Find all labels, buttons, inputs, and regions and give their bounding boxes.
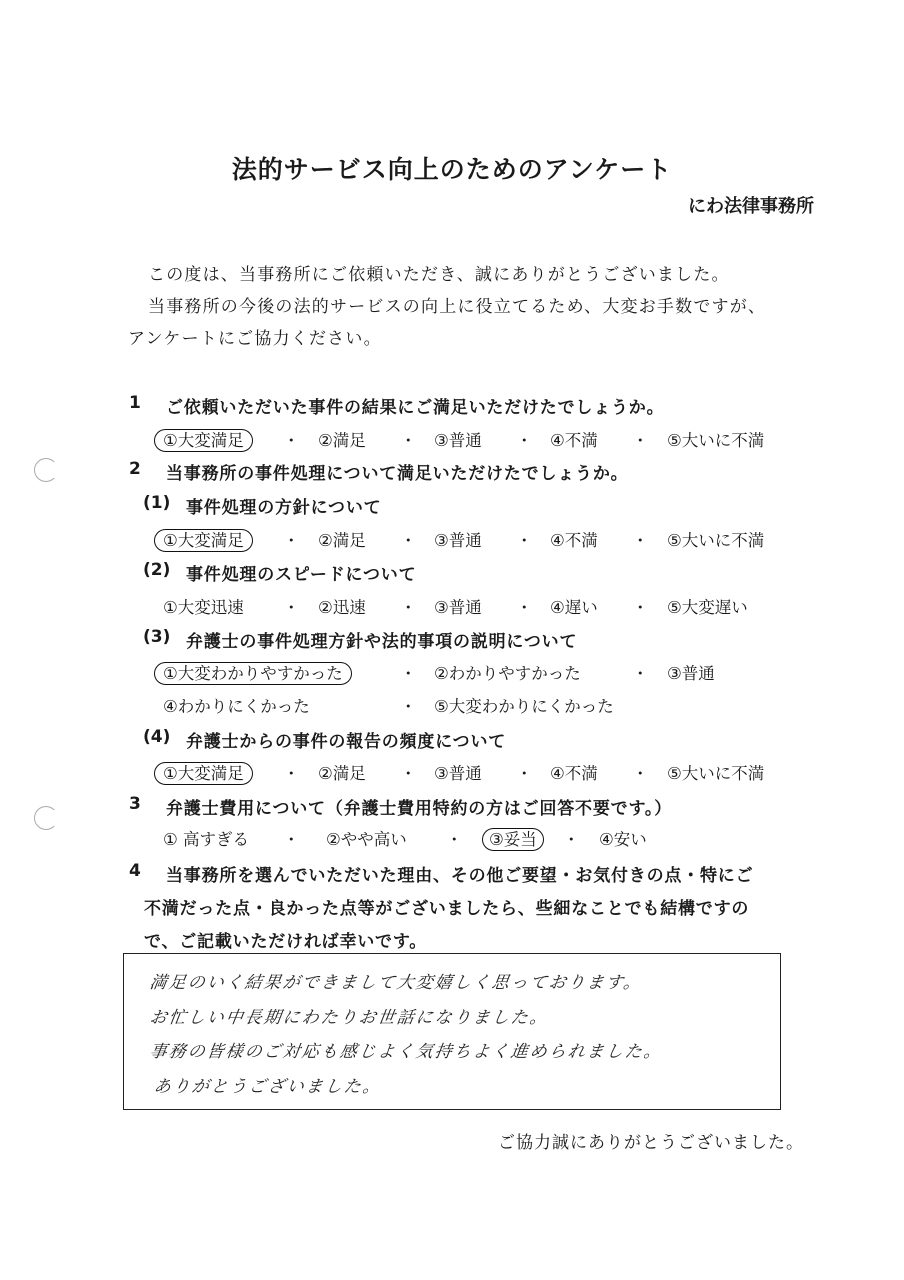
answer-line-1: 満足のいく結果ができまして大変嬉しく思っております。 xyxy=(148,973,644,993)
separator: ・ xyxy=(283,598,300,617)
q2-4-option-3[interactable]: ③普通 xyxy=(434,764,482,783)
question-4-line-2: 不満だった点・良かった点等がございましたら、些細なことでも結構ですの xyxy=(144,899,750,919)
question-4-line-3: で、ご記載いただければ幸いです。 xyxy=(144,932,428,952)
q2-4-option-2[interactable]: ②満足 xyxy=(318,764,366,783)
sub-question-1-number: (1) xyxy=(143,493,171,513)
q1-option-3[interactable]: ③普通 xyxy=(434,431,482,450)
q1-option-5[interactable]: ⑤大いに不満 xyxy=(667,431,765,450)
q2-4-option-1[interactable] xyxy=(163,760,253,784)
question-1-number: 1 xyxy=(129,393,141,413)
separator: ・ xyxy=(632,664,649,683)
question-2-number: 2 xyxy=(129,459,141,479)
question-2-text: 当事務所の事件処理について満足いただけたでしょうか。 xyxy=(166,464,629,484)
separator: ・ xyxy=(516,598,533,617)
q2-3-option-3[interactable]: ③普通 xyxy=(667,664,715,683)
separator: ・ xyxy=(400,598,417,617)
page-title: 法的サービス向上のためのアンケート xyxy=(231,155,673,184)
q2-2-option-4[interactable]: ④遅い xyxy=(550,598,598,617)
q2-3-selected-circle: ①大変わかりやすかった xyxy=(154,662,352,685)
q2-4-option-5[interactable]: ⑤大いに不満 xyxy=(667,764,765,783)
intro-line-3: アンケートにご協力ください。 xyxy=(128,329,382,349)
q2-2-option-3[interactable]: ③普通 xyxy=(434,598,482,617)
q2-1-option-3[interactable]: ③普通 xyxy=(434,531,482,550)
q3-option-1[interactable]: ① 高すぎる xyxy=(163,830,250,849)
q2-3-option-2[interactable]: ②わかりやすかった xyxy=(434,664,581,683)
sub-question-3-text: 弁護士の事件処理方針や法的事項の説明について xyxy=(186,632,578,652)
q2-1-selected-circle: ①大変満足 xyxy=(154,529,253,552)
separator: ・ xyxy=(283,830,300,849)
q2-1-option-4[interactable]: ④不満 xyxy=(550,531,598,550)
q3-option-2[interactable]: ②やや高い xyxy=(326,830,407,849)
firm-name: にわ法律事務所 xyxy=(688,196,814,217)
q1-option-2[interactable]: ②満足 xyxy=(318,431,366,450)
separator: ・ xyxy=(632,598,649,617)
separator: ・ xyxy=(446,830,463,849)
q2-4-option-4[interactable]: ④不満 xyxy=(550,764,598,783)
separator: ・ xyxy=(516,531,533,550)
q2-3-option-4[interactable]: ④わかりにくかった xyxy=(163,697,310,716)
q1-option-1[interactable] xyxy=(163,427,253,451)
separator: ・ xyxy=(400,764,417,783)
separator: ・ xyxy=(400,664,417,683)
q2-2-option-2[interactable]: ②迅速 xyxy=(318,598,366,617)
q2-2-option-5[interactable]: ⑤大変遅い xyxy=(667,598,748,617)
q3-selected-circle: ③妥当 xyxy=(482,828,544,851)
separator: ・ xyxy=(632,531,649,550)
separator: ・ xyxy=(283,764,300,783)
q2-2-option-1[interactable]: ①大変迅速 xyxy=(163,598,244,617)
q1-selected-circle: ①大変満足 xyxy=(154,429,253,452)
question-3-number: 3 xyxy=(129,794,141,814)
separator: ・ xyxy=(563,830,580,849)
answer-line-3: 事務の皆様のご対応も感じよく気持ちよく進められました。 xyxy=(148,1042,665,1062)
separator: ・ xyxy=(632,764,649,783)
q2-1-option-2[interactable]: ②満足 xyxy=(318,531,366,550)
question-4-line-1: 当事務所を選んでいただいた理由、その他ご要望・お気付きの点・特にご xyxy=(166,866,754,886)
q2-1-option-5[interactable]: ⑤大いに不満 xyxy=(667,531,765,550)
intro-line-2: 当事務所の今後の法的サービスの向上に役立てるため、大変お手数ですが、 xyxy=(148,297,767,317)
q2-1-option-1[interactable] xyxy=(163,527,253,551)
sub-question-2-number: (2) xyxy=(143,560,171,580)
q1-option-4[interactable]: ④不満 xyxy=(550,431,598,450)
separator: ・ xyxy=(516,431,533,450)
separator: ・ xyxy=(283,431,300,450)
answer-line-2: お忙しい中長期にわたりお世話になりました。 xyxy=(148,1008,551,1028)
q2-4-selected-circle: ①大変満足 xyxy=(154,762,253,785)
intro-line-1: この度は、当事務所にご依頼いただき、誠にありがとうございました。 xyxy=(148,265,730,285)
separator: ・ xyxy=(400,697,417,716)
q2-3-option-5[interactable]: ⑤大変わかりにくかった xyxy=(434,697,614,716)
closing-thanks: ご協力誠にありがとうございました。 xyxy=(498,1133,804,1153)
separator: ・ xyxy=(516,764,533,783)
sub-question-2-text: 事件処理のスピードについて xyxy=(186,565,417,585)
q3-option-3[interactable] xyxy=(489,826,544,850)
separator: ・ xyxy=(400,431,417,450)
sub-question-4-number: (4) xyxy=(143,727,171,747)
question-1-text: ご依頼いただいた事件の結果にご満足いただけたでしょうか。 xyxy=(166,398,665,418)
sub-question-3-number: (3) xyxy=(143,627,171,647)
separator: ・ xyxy=(283,531,300,550)
answer-line-4: ありがとうございました。 xyxy=(152,1077,384,1097)
q2-3-option-1[interactable] xyxy=(163,660,352,684)
free-answer-box[interactable] xyxy=(123,953,781,1110)
question-4-number: 4 xyxy=(129,861,141,881)
separator: ・ xyxy=(400,531,417,550)
sub-question-4-text: 弁護士からの事件の報告の頻度について xyxy=(186,732,507,752)
sub-question-1-text: 事件処理の方針について xyxy=(186,498,382,518)
question-3-text: 弁護士費用について（弁護士費用特約の方はご回答不要です。） xyxy=(166,799,672,819)
separator: ・ xyxy=(632,431,649,450)
punch-hole xyxy=(34,458,58,482)
q3-option-4[interactable]: ④安い xyxy=(599,830,647,849)
punch-hole xyxy=(34,806,58,830)
